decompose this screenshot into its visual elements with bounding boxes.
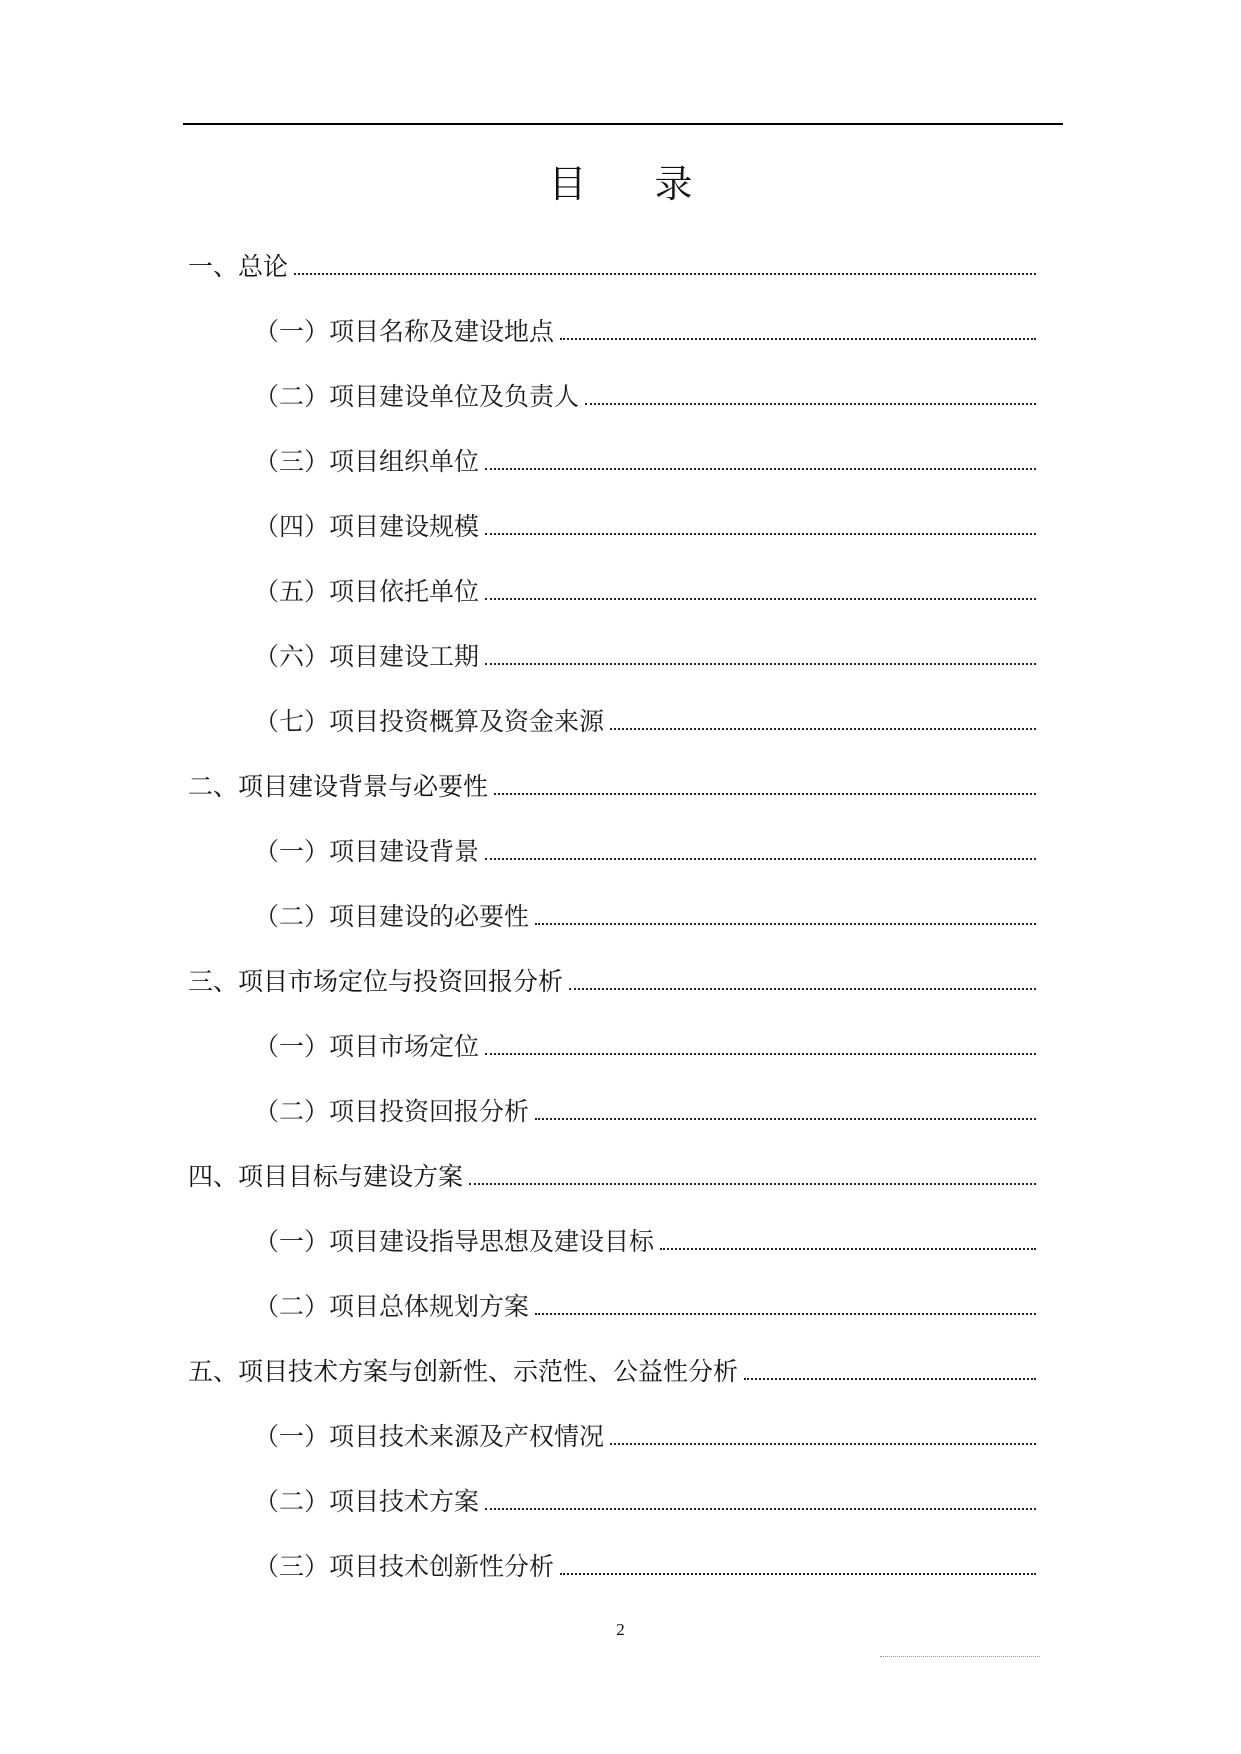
page-number: 2	[616, 1620, 625, 1639]
toc-entry-text: （一）项目市场定位	[254, 1032, 480, 1061]
toc-dot-leader	[485, 1508, 1036, 1510]
toc-dot-leader	[744, 1378, 1036, 1380]
toc-dot-leader	[494, 793, 1036, 795]
toc-section-entry[interactable]	[188, 1388, 1036, 1453]
header-rule	[183, 123, 1063, 125]
toc-entry-text: 二、项目建设背景与必要性	[188, 772, 489, 801]
toc-section-entry[interactable]	[188, 1518, 1036, 1583]
toc-section-entry[interactable]	[188, 1063, 1036, 1128]
toc-dot-leader	[535, 1118, 1036, 1120]
toc-section-entry[interactable]	[188, 608, 1036, 673]
toc-dot-leader	[485, 1053, 1036, 1055]
toc-entry-text: （二）项目建设的必要性	[254, 902, 530, 931]
toc-dot-leader	[569, 988, 1036, 990]
toc-dot-leader	[485, 468, 1036, 470]
toc-section-entry[interactable]	[188, 868, 1036, 933]
toc-section-entry[interactable]	[188, 998, 1036, 1063]
toc-section-entry[interactable]	[188, 348, 1036, 413]
toc-entry-text: （二）项目技术方案	[254, 1487, 480, 1516]
toc-dot-leader	[560, 1573, 1036, 1575]
toc-chapter-entry[interactable]	[188, 218, 1036, 283]
toc-dot-leader	[585, 403, 1036, 405]
toc-dot-leader	[610, 728, 1036, 730]
toc-dot-leader	[660, 1248, 1036, 1250]
toc-entry-text: 三、项目市场定位与投资回报分析	[188, 967, 564, 996]
toc-dot-leader	[535, 1313, 1036, 1315]
toc-title: 目 录	[548, 162, 721, 206]
toc-entry-text: （一）项目名称及建设地点	[254, 317, 555, 346]
toc-section-entry[interactable]	[188, 413, 1036, 478]
toc-entry-text: （四）项目建设规模	[254, 512, 480, 541]
toc-entry-text: 一、总论	[188, 252, 289, 281]
toc-entry-text: （三）项目组织单位	[254, 447, 480, 476]
toc-section-entry[interactable]	[188, 673, 1036, 738]
toc-dot-leader	[485, 533, 1036, 535]
toc-entry-text: （一）项目建设指导思想及建设目标	[254, 1227, 655, 1256]
toc-dot-leader	[485, 858, 1036, 860]
toc-entry-text: （一）项目技术来源及产权情况	[254, 1422, 605, 1451]
toc-entry-text: （一）项目建设背景	[254, 837, 480, 866]
toc-entry-text: （七）项目投资概算及资金来源	[254, 707, 605, 736]
toc-chapter-entry[interactable]	[188, 738, 1036, 803]
toc-dot-leader	[535, 923, 1036, 925]
table-of-contents	[188, 218, 1036, 1583]
toc-dot-leader	[485, 663, 1036, 665]
toc-entry-text: 四、项目目标与建设方案	[188, 1162, 464, 1191]
toc-dot-leader	[560, 338, 1036, 340]
toc-chapter-entry[interactable]	[188, 933, 1036, 998]
toc-entry-text: （六）项目建设工期	[254, 642, 480, 671]
toc-chapter-entry[interactable]	[188, 1128, 1036, 1193]
footer-dotted-line	[880, 1656, 1040, 1657]
toc-chapter-entry[interactable]	[188, 1323, 1036, 1388]
toc-entry-text: （二）项目投资回报分析	[254, 1097, 530, 1126]
toc-dot-leader	[610, 1443, 1036, 1445]
toc-section-entry[interactable]	[188, 803, 1036, 868]
toc-section-entry[interactable]	[188, 1453, 1036, 1518]
toc-dot-leader	[469, 1183, 1036, 1185]
toc-section-entry[interactable]	[188, 478, 1036, 543]
toc-section-entry[interactable]	[188, 543, 1036, 608]
toc-entry-text: （三）项目技术创新性分析	[254, 1552, 555, 1581]
toc-dot-leader	[294, 273, 1036, 275]
toc-section-entry[interactable]	[188, 283, 1036, 348]
toc-entry-text: （二）项目建设单位及负责人	[254, 382, 580, 411]
toc-dot-leader	[485, 598, 1036, 600]
toc-entry-text: （二）项目总体规划方案	[254, 1292, 530, 1321]
toc-section-entry[interactable]	[188, 1258, 1036, 1323]
toc-section-entry[interactable]	[188, 1193, 1036, 1258]
toc-entry-text: （五）项目依托单位	[254, 577, 480, 606]
toc-entry-text: 五、项目技术方案与创新性、示范性、公益性分析	[188, 1357, 739, 1386]
